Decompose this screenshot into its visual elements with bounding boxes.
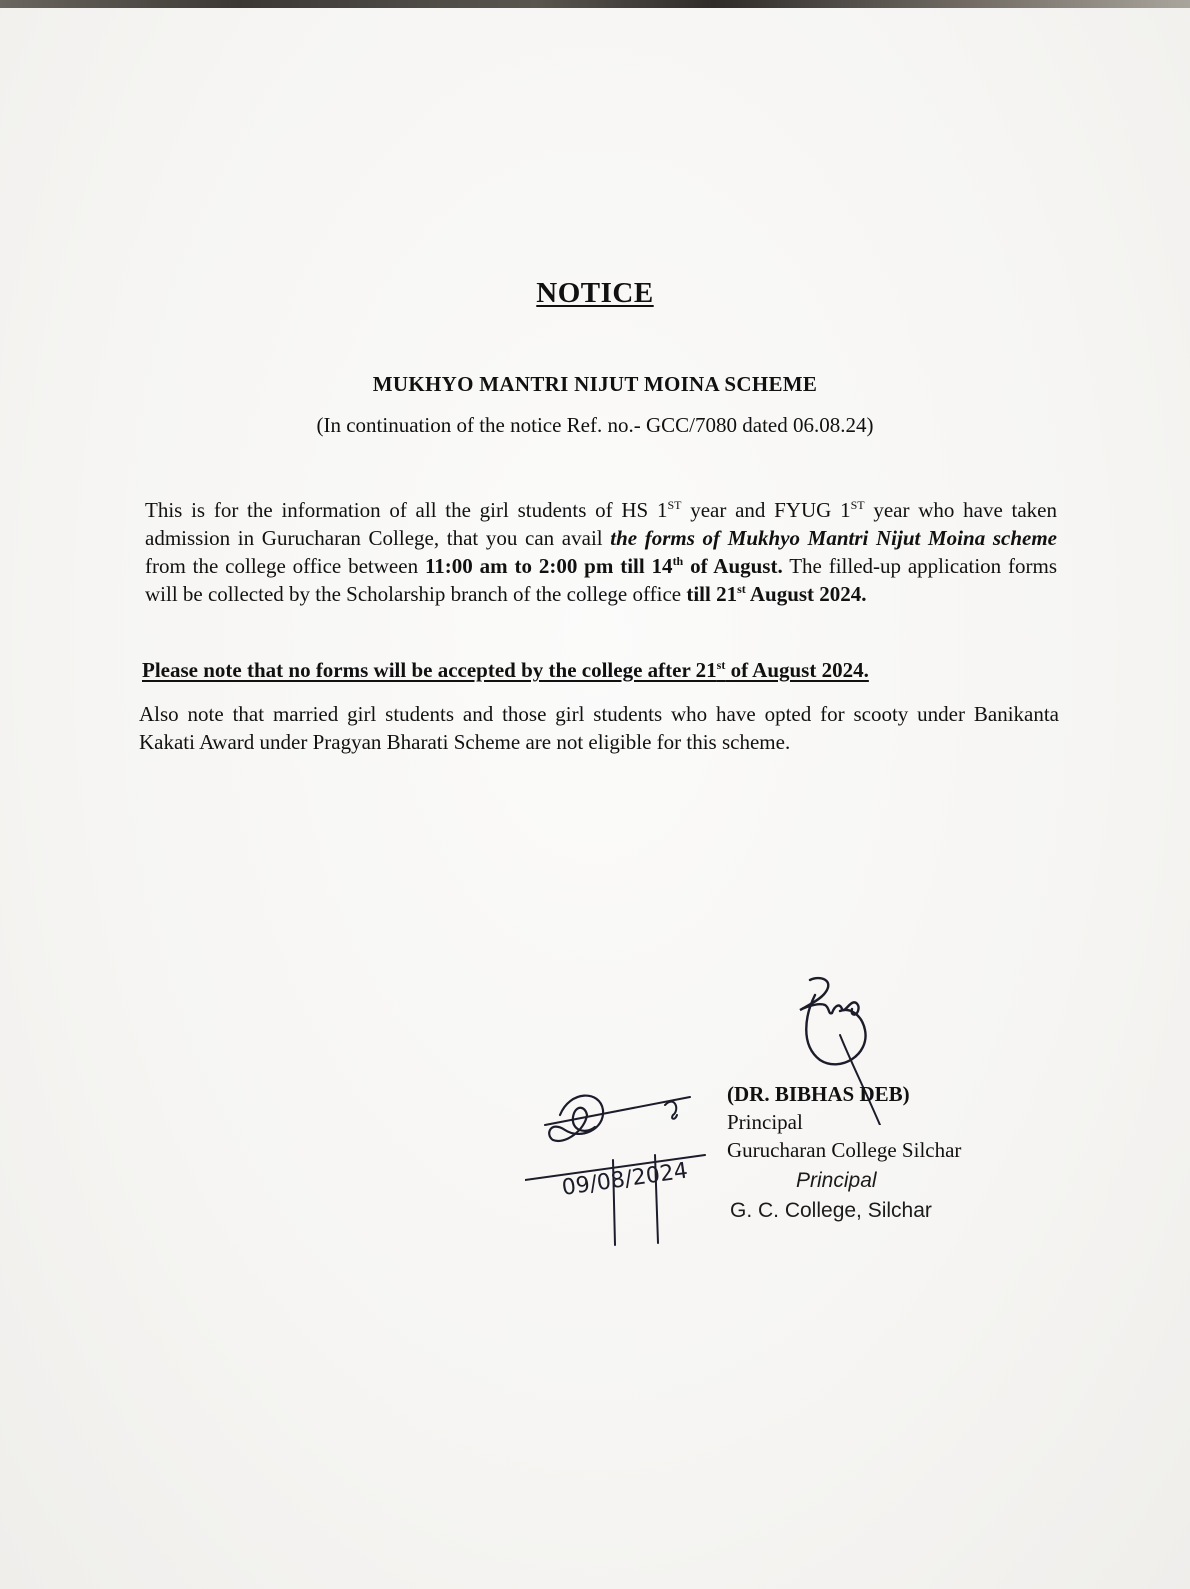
signatory-institution: Gurucharan College Silchar: [727, 1138, 962, 1162]
signatory-name: (DR. BIBHAS DEB): [727, 1082, 910, 1106]
scheme-heading: MUKHYO MANTRI NIJUT MOINA SCHEME: [372, 372, 818, 396]
info-paragraph: This is for the information of all the girl students of HS 1ST year and FYUG 1ST year who have taken admission in Gurucharan College, that you can avail the forms of Mukhyo Mantri Nijut Moina scheme from the college office between 11:00 am to 2:00 pm till 14th of August. The filled-up application forms will be collected by the Scholarship branch of the college office till 21st August 2024.: [145, 498, 1058, 606]
stamp-designation: Principal: [796, 1169, 877, 1192]
paper-background: [0, 8, 1190, 1589]
reference-line: (In continuation of the notice Ref. no.- GCC/7080 dated 06.08.24): [316, 413, 874, 437]
initial-with-date: [525, 1085, 715, 1255]
handwritten-date: 09/08/2024: [560, 1158, 690, 1201]
signatory-block: [727, 1080, 1057, 1164]
top-edge-strip: [0, 0, 1190, 8]
stamp-institution: G. C. College, Silchar: [730, 1199, 932, 1222]
deadline-warning: Please note that no forms will be accepted by the college after 21st of August 2024.: [142, 658, 869, 682]
official-stamp: [730, 1166, 1030, 1226]
signatory-designation: Principal: [727, 1110, 803, 1134]
notice-title: NOTICE: [536, 277, 654, 309]
eligibility-note: Also note that married girl students and those girl students who have opted for scooty under Banikanta Kakati Award under Pragyan Bharati Scheme are not eligible for this scheme.: [139, 702, 1059, 754]
